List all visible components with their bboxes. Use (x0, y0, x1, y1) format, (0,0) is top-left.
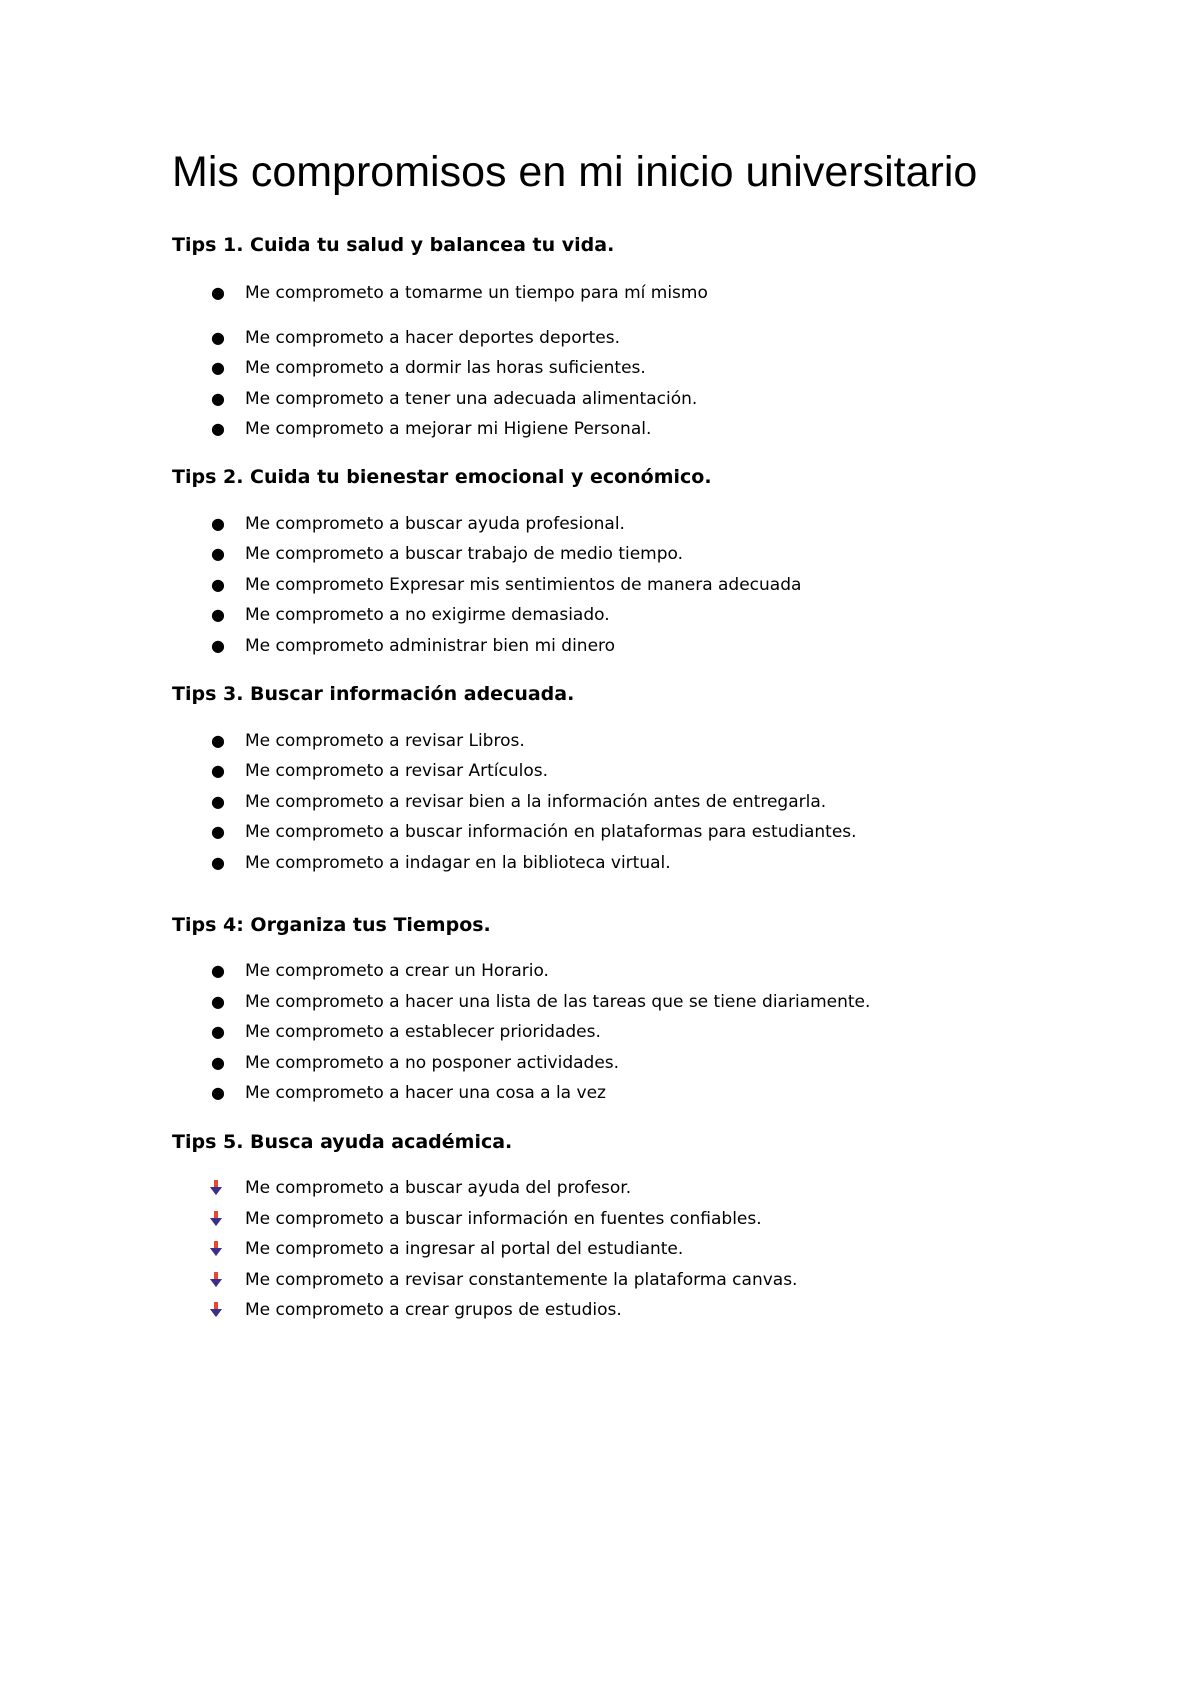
arrow-down-bullet-icon (208, 1210, 224, 1228)
bullet-dot-icon: ● (211, 514, 225, 533)
section-heading: Tips 3. Buscar información adecuada. (172, 683, 575, 705)
list-item-text: Me comprometo a crear un Horario. (245, 961, 549, 981)
bullet-dot-icon: ● (211, 605, 225, 624)
bullet-dot-icon: ● (211, 792, 225, 811)
bullet-dot-icon: ● (211, 1083, 225, 1102)
list-item-text: Me comprometo a buscar información en plataformas para estudiantes. (245, 822, 857, 842)
arrow-down-bullet-icon (208, 1240, 224, 1258)
arrow-down-bullet-icon (208, 1271, 224, 1289)
list-item-text: Me comprometo a ingresar al portal del estudiante. (245, 1239, 684, 1259)
bullet-dot-icon: ● (211, 575, 225, 594)
list-item-text: Me comprometo administrar bien mi dinero (245, 636, 616, 656)
list-item-text: Me comprometo a buscar ayuda profesional. (245, 514, 625, 534)
list-item-text: Me comprometo a revisar Libros. (245, 731, 525, 751)
list-item-text: Me comprometo a tomarme un tiempo para mí mismo (245, 283, 708, 303)
section-heading: Tips 5. Busca ayuda académica. (172, 1131, 513, 1153)
list-item-text: Me comprometo a buscar ayuda del profesor. (245, 1178, 632, 1198)
bullet-dot-icon: ● (211, 853, 225, 872)
bullet-dot-icon: ● (211, 636, 225, 655)
bullet-dot-icon: ● (211, 544, 225, 563)
section-heading: Tips 2. Cuida tu bienestar emocional y económico. (172, 466, 712, 488)
list-item-text: Me comprometo a no posponer actividades. (245, 1053, 620, 1073)
section-heading: Tips 4: Organiza tus Tiempos. (172, 914, 491, 936)
bullet-dot-icon: ● (211, 389, 225, 408)
list-item-text: Me comprometo a buscar trabajo de medio tiempo. (245, 544, 684, 564)
bullet-dot-icon: ● (211, 358, 225, 377)
list-item-text: Me comprometo a hacer una cosa a la vez (245, 1083, 606, 1103)
arrow-down-bullet-icon (208, 1179, 224, 1197)
list-item-text: Me comprometo a crear grupos de estudios. (245, 1300, 622, 1320)
list-item-text: Me comprometo Expresar mis sentimientos de manera adecuada (245, 575, 802, 595)
bullet-dot-icon: ● (211, 961, 225, 980)
list-item-text: Me comprometo a buscar información en fuentes confiables. (245, 1209, 762, 1229)
list-item-text: Me comprometo a dormir las horas suficientes. (245, 358, 646, 378)
list-item-text: Me comprometo a establecer prioridades. (245, 1022, 601, 1042)
document-title: Mis compromisos en mi inicio universitario (172, 148, 978, 196)
list-item-text: Me comprometo a no exigirme demasiado. (245, 605, 610, 625)
bullet-dot-icon: ● (211, 822, 225, 841)
list-item-text: Me comprometo a revisar bien a la información antes de entregarla. (245, 792, 827, 812)
bullet-dot-icon: ● (211, 419, 225, 438)
list-item-text: Me comprometo a hacer una lista de las tareas que se tiene diariamente. (245, 992, 871, 1012)
bullet-dot-icon: ● (211, 731, 225, 750)
arrow-down-bullet-icon (208, 1301, 224, 1319)
list-item-text: Me comprometo a hacer deportes deportes. (245, 328, 620, 348)
list-item-text: Me comprometo a mejorar mi Higiene Personal. (245, 419, 652, 439)
list-item-text: Me comprometo a revisar constantemente la plataforma canvas. (245, 1270, 798, 1290)
bullet-dot-icon: ● (211, 283, 225, 302)
list-item-text: Me comprometo a tener una adecuada alimentación. (245, 389, 698, 409)
bullet-dot-icon: ● (211, 1022, 225, 1041)
bullet-dot-icon: ● (211, 761, 225, 780)
bullet-dot-icon: ● (211, 328, 225, 347)
list-item-text: Me comprometo a revisar Artículos. (245, 761, 548, 781)
bullet-dot-icon: ● (211, 992, 225, 1011)
bullet-dot-icon: ● (211, 1053, 225, 1072)
section-heading: Tips 1. Cuida tu salud y balancea tu vida. (172, 234, 615, 256)
list-item-text: Me comprometo a indagar en la biblioteca virtual. (245, 853, 671, 873)
